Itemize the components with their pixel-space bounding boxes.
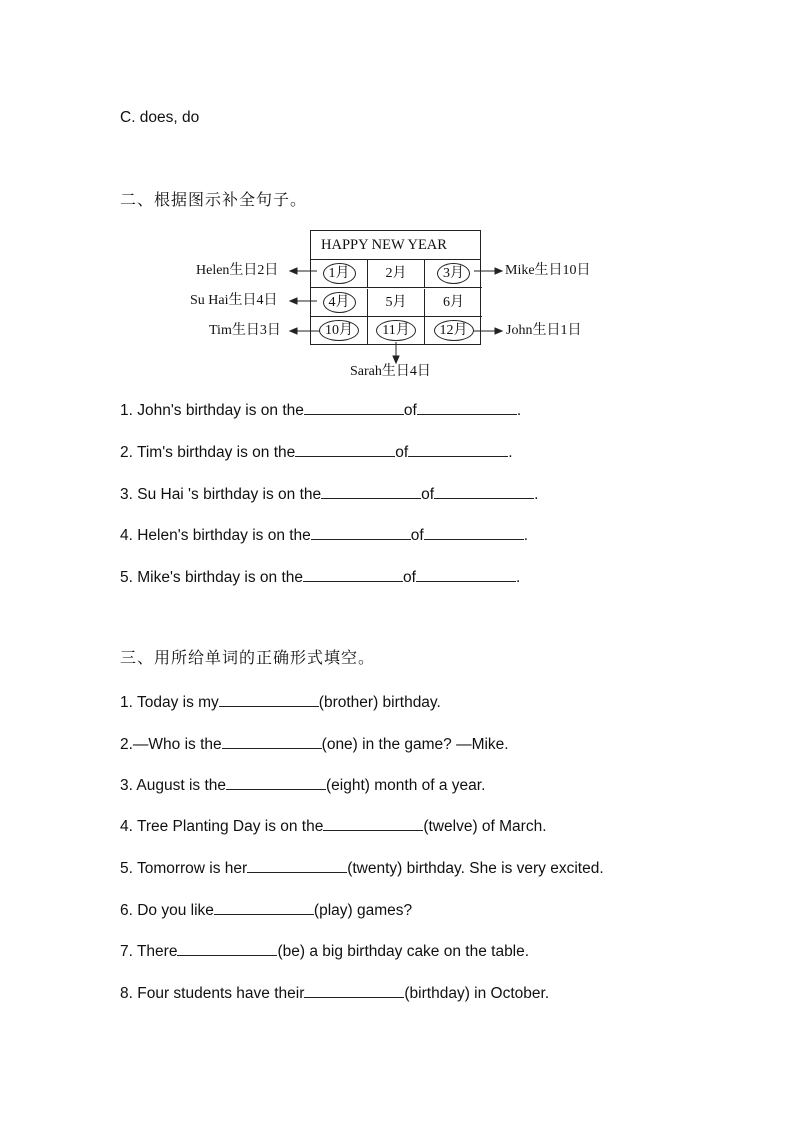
question-hint: (be) a big birthday cake on the table.	[277, 943, 530, 960]
question-text: 6. Do you like	[120, 902, 214, 919]
answer-blank[interactable]	[177, 940, 277, 956]
section2-question	[120, 524, 528, 546]
question-hint: (twenty) birthday. She is very excited.	[347, 860, 604, 877]
answer-blank[interactable]	[222, 733, 322, 749]
question-of: of	[395, 444, 409, 461]
question-end: .	[515, 569, 521, 586]
section3-question	[120, 815, 547, 837]
question-hint: (brother) birthday.	[318, 694, 441, 711]
section3-question	[120, 982, 549, 1004]
question-text: 7. There	[120, 943, 178, 960]
question-hint: (birthday) in October.	[404, 985, 550, 1002]
section2-heading: 二、根据图示补全句子。	[120, 192, 308, 209]
label-sarah: Sarah生日4日	[350, 364, 431, 379]
answer-blank[interactable]	[417, 399, 517, 415]
answer-blank[interactable]	[424, 524, 524, 540]
question-end: .	[534, 486, 539, 503]
label-tim: Tim生日3日	[209, 323, 281, 338]
section3-question	[120, 774, 485, 796]
calendar-cell-text: 3月	[437, 263, 470, 284]
calendar-cell-text: 11月	[376, 320, 415, 341]
answer-blank[interactable]	[416, 566, 516, 582]
answer-blank[interactable]	[304, 982, 404, 998]
section3-question	[120, 733, 509, 755]
calendar-cell-text: 6月	[443, 295, 464, 310]
answer-blank[interactable]	[408, 441, 508, 457]
answer-blank[interactable]	[247, 857, 347, 873]
question-text: 1. Today is my	[120, 694, 219, 711]
answer-blank[interactable]	[311, 524, 411, 540]
section2-question	[120, 399, 521, 421]
question-text: 5. Mike's birthday is on the	[120, 569, 304, 586]
question-end: .	[523, 527, 529, 544]
question-text: 1. John's birthday is on the	[120, 402, 304, 419]
section2-question	[120, 483, 538, 505]
question-end: .	[508, 444, 513, 461]
question-end: .	[516, 402, 522, 419]
section3-question	[120, 899, 412, 921]
question-hint: (play) games?	[313, 902, 413, 919]
question-hint: (one) in the game? —Mike.	[321, 736, 509, 753]
label-mike: Mike生日10日	[505, 263, 591, 278]
section3-question	[120, 940, 529, 962]
answer-blank[interactable]	[434, 483, 534, 499]
section3-question	[120, 857, 604, 879]
answer-blank[interactable]	[303, 566, 403, 582]
section3-question	[120, 691, 441, 713]
question-of: of	[403, 569, 416, 586]
calendar-cell-text: 5月	[385, 295, 407, 310]
question-of: of	[410, 527, 424, 544]
calendar-cell-text: 10月	[319, 320, 359, 341]
answer-blank[interactable]	[219, 691, 319, 707]
label-john: John生日1日	[506, 323, 582, 338]
label-helen: Helen生日2日	[196, 263, 279, 278]
calendar-cell-text: 1月	[323, 263, 356, 284]
answer-blank[interactable]	[321, 483, 421, 499]
option-c: C. does, do	[120, 109, 200, 126]
question-text: 2.—Who is the	[120, 736, 222, 753]
question-text: 8. Four students have their	[120, 985, 305, 1002]
answer-blank[interactable]	[295, 441, 395, 457]
section3-heading: 三、用所给单词的正确形式填空。	[120, 650, 376, 667]
question-text: 4. Tree Planting Day is on the	[120, 818, 324, 835]
question-text: 3. Su Hai 's birthday is on the	[120, 486, 322, 503]
question-hint: (eight) month of a year.	[326, 777, 486, 794]
answer-blank[interactable]	[304, 399, 404, 415]
answer-blank[interactable]	[323, 815, 423, 831]
answer-blank[interactable]	[226, 774, 326, 790]
calendar-title: HAPPY NEW YEAR	[311, 231, 480, 260]
question-hint: (twelve) of March.	[423, 818, 547, 835]
calendar-cell-text: 12月	[434, 320, 474, 341]
label-suhai: Su Hai生日4日	[190, 293, 278, 308]
question-text: 3. August is the	[120, 777, 226, 794]
question-of: of	[421, 486, 435, 503]
answer-blank[interactable]	[214, 899, 314, 915]
question-text: 2. Tim's birthday is on the	[120, 444, 296, 461]
question-text: 5. Tomorrow is her	[120, 860, 248, 877]
section2-question	[120, 566, 520, 588]
calendar-cell-text: 2月	[385, 266, 407, 281]
section2-question	[120, 441, 513, 463]
question-of: of	[403, 402, 417, 419]
calendar-cell-text: 4月	[323, 292, 356, 313]
question-text: 4. Helen's birthday is on the	[120, 527, 311, 544]
